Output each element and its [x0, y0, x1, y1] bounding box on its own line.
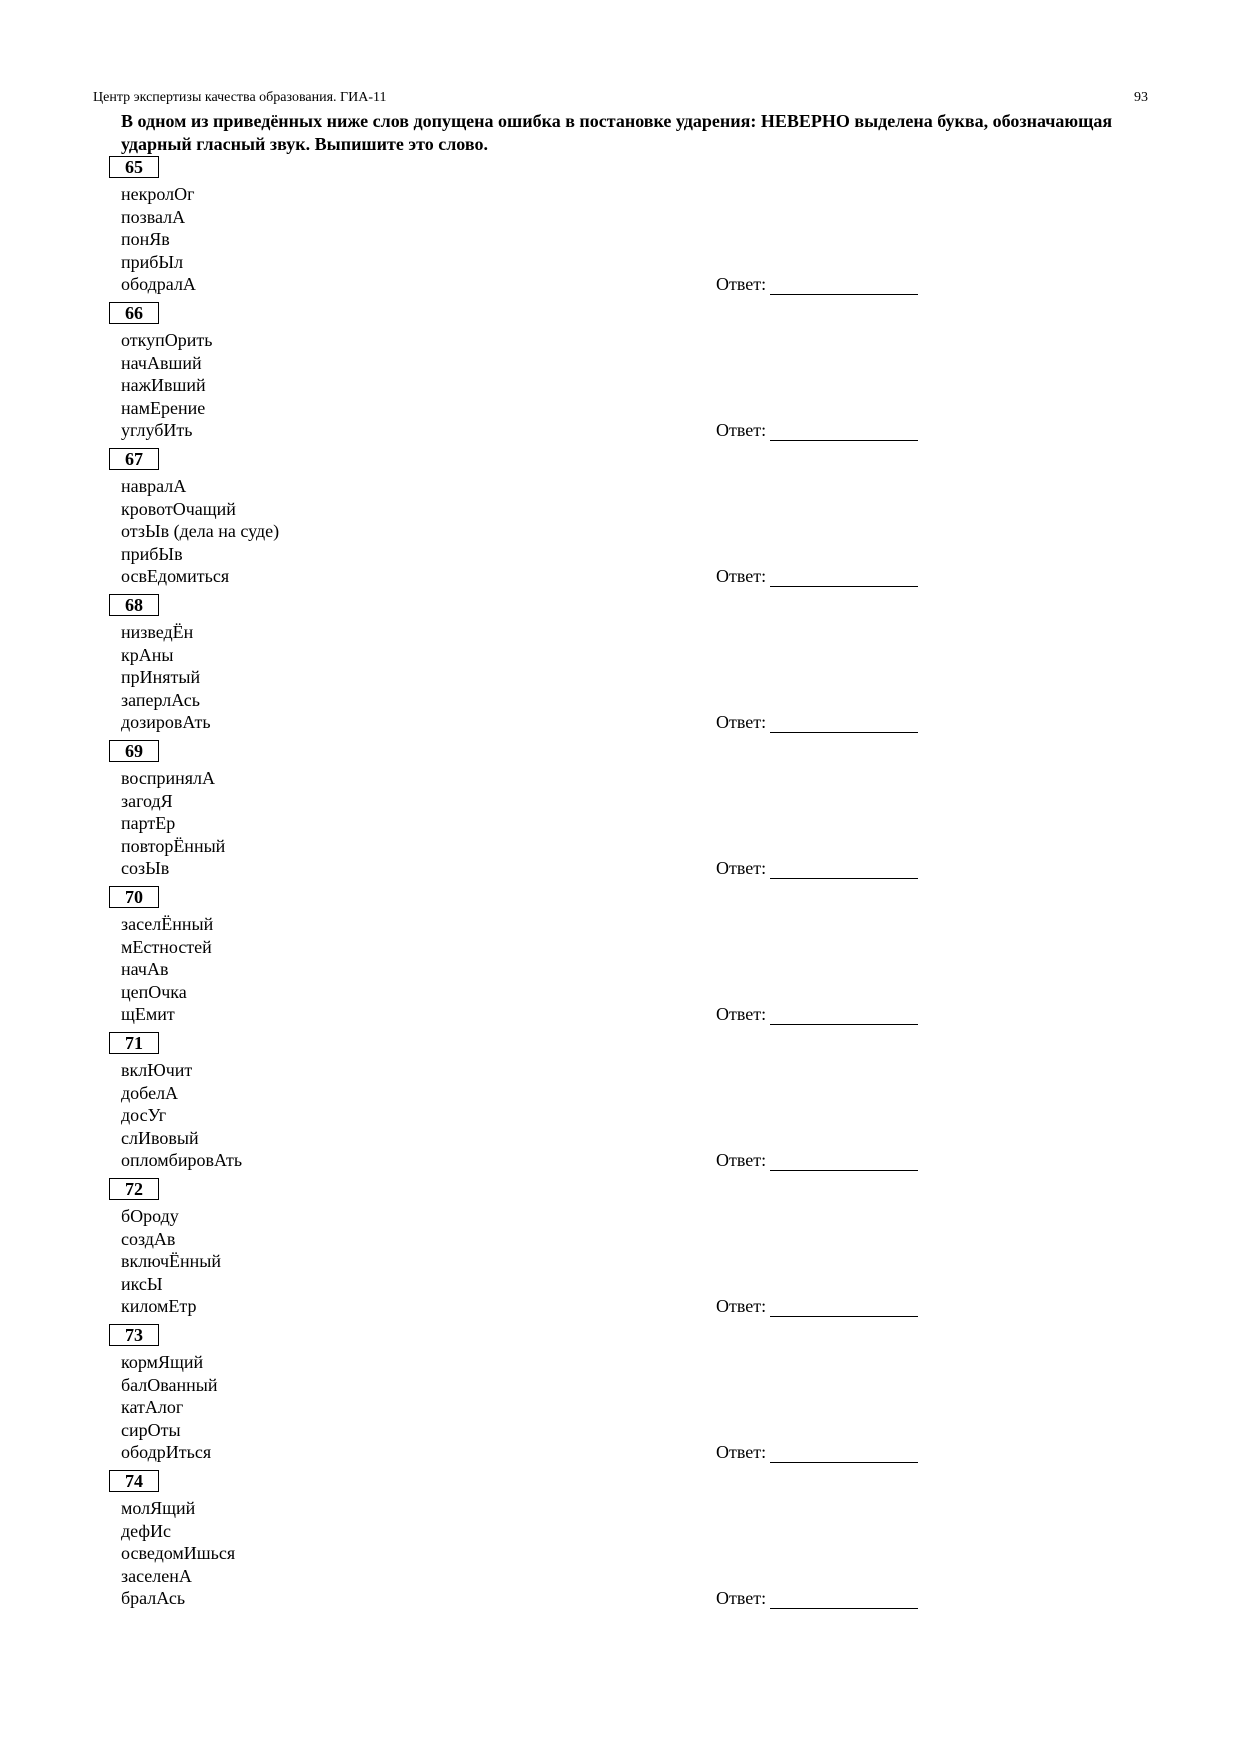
task-number-box: 74 [109, 1470, 159, 1492]
answer-field [716, 1003, 918, 1025]
task-number-box: 71 [109, 1032, 159, 1054]
answer-blank-line[interactable] [770, 422, 918, 441]
word-options [121, 183, 196, 296]
task-number-box: 72 [109, 1178, 159, 1200]
task-item [0, 156, 1241, 302]
word-option: прибЫл [121, 251, 184, 272]
word-option: щЕмит [121, 1004, 175, 1024]
word-options [121, 1351, 218, 1464]
task-item [0, 1032, 1241, 1178]
answer-blank-line[interactable] [770, 860, 918, 879]
answer-label: Ответ: [716, 712, 767, 732]
task-item [0, 886, 1241, 1032]
answer-label: Ответ: [716, 858, 767, 878]
answer-label: Ответ: [716, 1296, 767, 1316]
word-option: повторЁнный [121, 835, 226, 856]
word-option: заперлАсь [121, 689, 200, 710]
word-option: навралА [121, 476, 187, 496]
word-option: мЕстностей [121, 936, 212, 957]
page-number: 93 [1134, 90, 1148, 105]
answer-label: Ответ: [716, 566, 767, 586]
task-item [0, 594, 1241, 740]
task-number-box: 68 [109, 594, 159, 616]
word-option: заселенА [121, 1565, 192, 1586]
word-option: углубИть [121, 420, 193, 440]
word-option: загодЯ [121, 790, 173, 811]
word-option: бралАсь [121, 1588, 186, 1608]
word-option: кровотОчащий [121, 498, 236, 519]
word-option: начАвший [121, 352, 202, 373]
word-option: нажИвший [121, 375, 206, 395]
answer-field [716, 1587, 918, 1609]
word-option: освЕдомиться [121, 566, 230, 586]
answer-field [716, 273, 918, 295]
answer-field [716, 419, 918, 441]
answer-blank-line[interactable] [770, 568, 918, 587]
task-item [0, 302, 1241, 448]
word-options [121, 329, 212, 442]
word-option: отзЫв (дела на суде) [121, 521, 280, 541]
answer-blank-line[interactable] [770, 1444, 918, 1463]
word-option: понЯв [121, 229, 170, 249]
task-item [0, 1324, 1241, 1470]
word-options [121, 767, 225, 880]
word-option: вклЮчит [121, 1060, 193, 1080]
answer-blank-line[interactable] [770, 1152, 918, 1171]
task-number-box: 69 [109, 740, 159, 762]
word-option: намЕрение [121, 397, 206, 418]
task-number-box: 70 [109, 886, 159, 908]
word-option: дозировАть [121, 712, 211, 732]
word-options [121, 1059, 242, 1172]
word-option: партЕр [121, 813, 176, 833]
task-item [0, 740, 1241, 886]
word-option: опломбировАть [121, 1150, 243, 1170]
word-option: иксЫ [121, 1273, 163, 1294]
task-item [0, 1470, 1241, 1616]
answer-blank-line[interactable] [770, 1590, 918, 1609]
word-option: катАлог [121, 1397, 184, 1417]
word-option: слИвовый [121, 1127, 199, 1148]
answer-field [716, 857, 918, 879]
word-option: молЯщий [121, 1498, 196, 1518]
word-option: бОроду [121, 1206, 179, 1226]
word-option: позвалА [121, 206, 186, 227]
answer-blank-line[interactable] [770, 714, 918, 733]
word-option: некролОг [121, 184, 195, 204]
word-option: киломЕтр [121, 1296, 197, 1316]
answer-label: Ответ: [716, 1588, 767, 1608]
word-option: воспринялА [121, 768, 215, 788]
word-option: сирОты [121, 1419, 181, 1440]
answer-field [716, 565, 918, 587]
word-option: прИнятый [121, 667, 201, 687]
answer-label: Ответ: [716, 1004, 767, 1024]
word-option: дефИс [121, 1520, 172, 1541]
answer-field [716, 1149, 918, 1171]
word-option: низведЁн [121, 622, 194, 642]
word-option: кормЯщий [121, 1352, 204, 1372]
task-item [0, 448, 1241, 594]
document-header: Центр экспертизы качества образования. ГИА-11 [93, 90, 387, 105]
word-option: прибЫв [121, 543, 183, 564]
answer-blank-line[interactable] [770, 276, 918, 295]
word-option: цепОчка [121, 981, 187, 1002]
word-option: ободрИться [121, 1442, 212, 1462]
answer-label: Ответ: [716, 420, 767, 440]
answer-field [716, 711, 918, 733]
answer-blank-line[interactable] [770, 1298, 918, 1317]
word-option: начАв [121, 959, 169, 979]
word-option: осведомИшься [121, 1543, 236, 1563]
answer-field [716, 1295, 918, 1317]
task-instruction: В одном из приведённых ниже слов допущена ошибка в постановке ударения: НЕВЕРНО выделена буква, обозначающая ударный гласный звук. Выпишите это слово. [121, 111, 1113, 154]
word-option: крАны [121, 644, 174, 665]
task-number-box: 66 [109, 302, 159, 324]
word-option: досУг [121, 1105, 167, 1125]
word-option: создАв [121, 1228, 176, 1249]
word-options [121, 475, 279, 588]
task-item [0, 1178, 1241, 1324]
word-option: заселЁнный [121, 914, 214, 934]
answer-label: Ответ: [716, 1442, 767, 1462]
task-list [0, 156, 1241, 1616]
word-options [121, 1205, 221, 1318]
task-number-box: 73 [109, 1324, 159, 1346]
word-options [121, 1497, 235, 1610]
task-number-box: 65 [109, 156, 159, 178]
word-option: балОванный [121, 1374, 218, 1395]
word-option: включЁнный [121, 1251, 222, 1271]
answer-label: Ответ: [716, 274, 767, 294]
word-options [121, 621, 211, 734]
word-options [121, 913, 213, 1026]
answer-label: Ответ: [716, 1150, 767, 1170]
task-number-box: 67 [109, 448, 159, 470]
answer-blank-line[interactable] [770, 1006, 918, 1025]
word-option: созЫв [121, 858, 170, 878]
word-option: добелА [121, 1082, 179, 1103]
word-option: откупОрить [121, 330, 213, 350]
word-option: ободралА [121, 274, 196, 294]
answer-field [716, 1441, 918, 1463]
